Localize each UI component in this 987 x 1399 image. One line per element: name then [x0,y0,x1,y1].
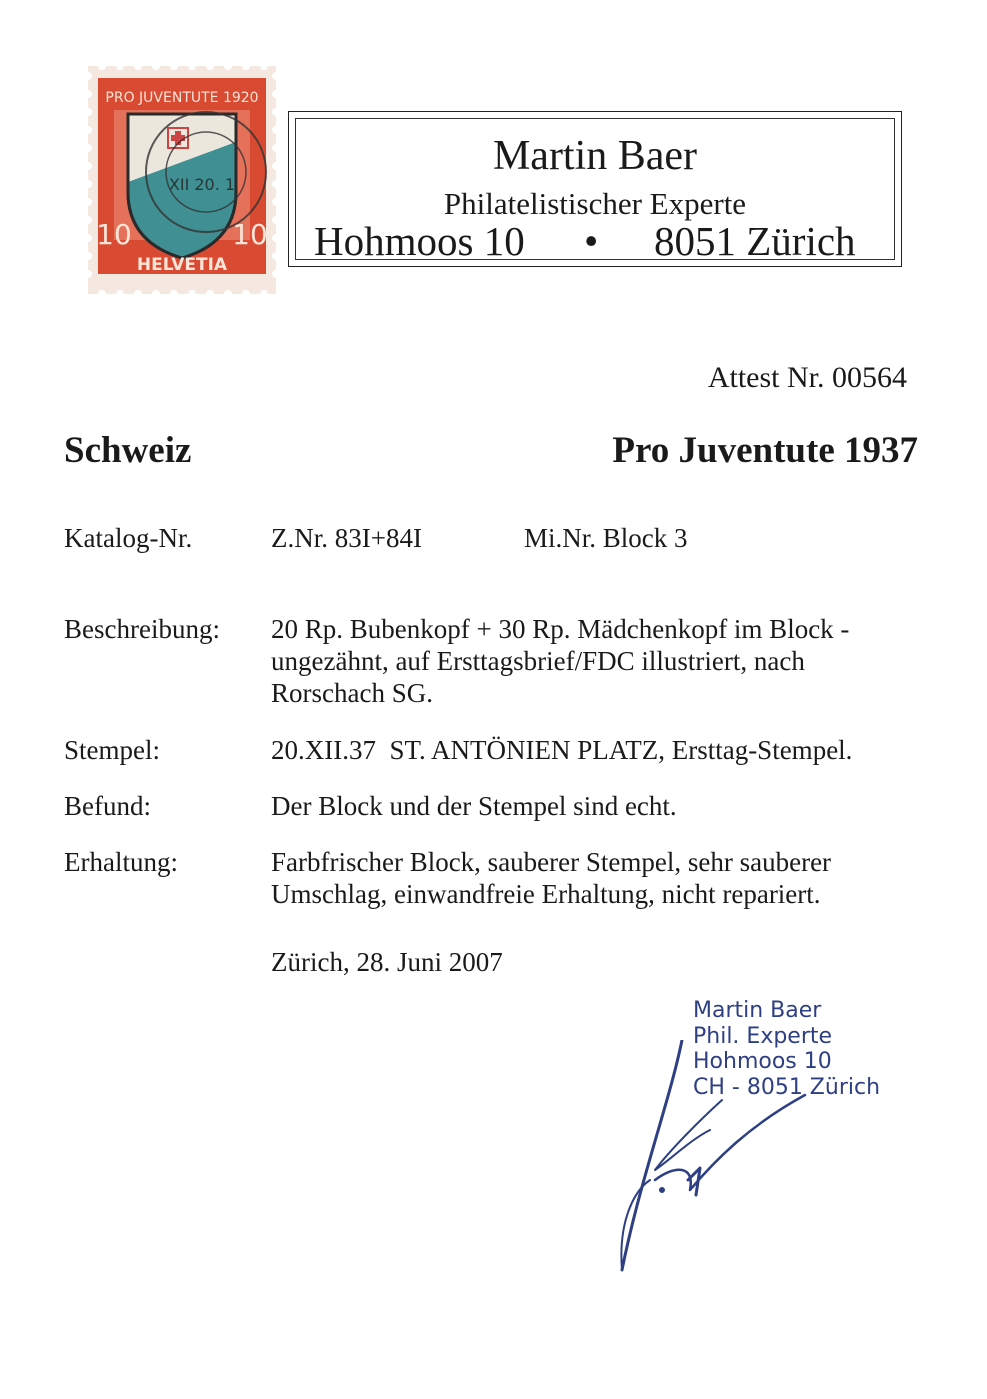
country-heading: Schweiz [64,430,192,471]
svg-text:HELVETIA: HELVETIA [136,255,228,275]
handwritten-signature [600,1040,860,1300]
beschreibung-label: Beschreibung: [64,614,220,644]
address-street: Hohmoos 10 [314,218,525,264]
beschreibung-line: ungezähnt, auf Ersttagsbrief/FDC illustriert, nach [271,646,805,676]
signature-stamp-line: Hohmoos 10 [693,1049,832,1074]
signature-stamp-line: Martin Baer [693,998,822,1023]
svg-text:XII 20. 1: XII 20. 1 [168,175,236,194]
erhaltung-line: Umschlag, einwandfreie Erhaltung, nicht repariert. [271,879,821,909]
stempel-value: 20.XII.37 ST. ANTÖNIEN PLATZ, Ersttag-Stempel. [271,735,853,765]
beschreibung-line: 20 Rp. Bubenkopf + 30 Rp. Mädchenkopf im Block - [271,614,850,644]
katalog-label: Katalog-Nr. [64,523,193,553]
katalog-znr: Z.Nr. 83I+84I [271,523,422,553]
place-date: Zürich, 28. Juni 2007 [271,947,503,977]
erhaltung-line: Farbfrischer Block, sauberer Stempel, sehr sauberer [271,847,832,877]
katalog-minr: Mi.Nr. Block 3 [524,523,688,553]
beschreibung-line: Rorschach SG. [271,678,433,708]
stamp-value-left [96,218,132,251]
issue-heading: Pro Juventute 1937 [612,430,918,471]
befund-label: Befund: [64,791,151,821]
stamp-top-text [105,90,258,106]
signature-stamp-line: Phil. Experte [693,1023,833,1049]
stempel-label: Stempel: [64,735,160,765]
stamp-bottom-text [137,255,228,275]
svg-text:10: 10 [96,218,132,251]
erhaltung-label: Erhaltung: [64,847,178,877]
postage-stamp [84,62,280,298]
svg-text:PRO JUVENTUTE 1920: PRO JUVENTUTE 1920 [105,90,259,106]
address-city: 8051 Zürich [654,218,856,264]
expert-header-box [288,111,902,267]
svg-text:10: 10 [232,218,268,251]
address-separator: • [584,218,599,264]
signature-stamp-line: CH - 8051 Zürich [693,1074,881,1100]
attest-number: Attest Nr. 00564 [707,361,907,394]
expert-title: Philatelistischer Experte [443,186,747,221]
expert-name: Martin Baer [492,133,698,179]
befund-value: Der Block und der Stempel sind echt. [271,791,677,821]
